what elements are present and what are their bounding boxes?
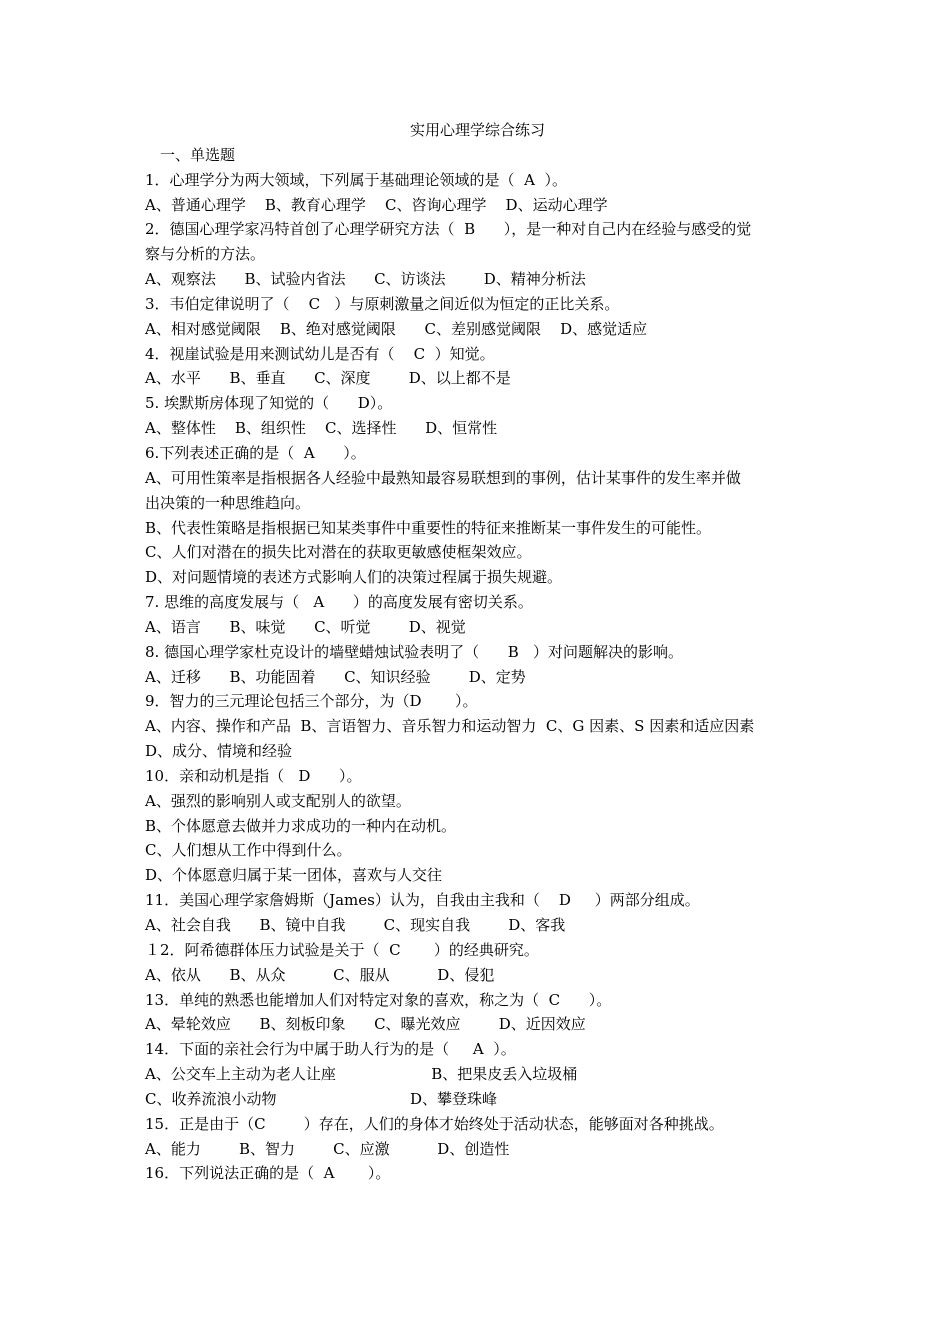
text-line: 16．下列说法正确的是（ A ）。 (145, 1164, 391, 1183)
text-line: 14．下面的亲社会行为中属于助人行为的是（ A ）。 (145, 1040, 516, 1059)
text-line: A、社会自我 B、镜中自我 C、现实自我 D、客我 (145, 916, 566, 934)
text-line: A、强烈的影响别人或支配别人的欲望。 (145, 791, 411, 810)
text-line: 7. 思维的高度发展与（ A ）的高度发展有密切关系。 (145, 593, 533, 612)
text-line: 10．亲和动机是指（ D ）。 (145, 766, 362, 785)
text-line: A、晕轮效应 B、刻板印象 C、曝光效应 D、近因效应 (145, 1015, 586, 1034)
text-line: A、语言 B、味觉 C、听觉 D、视觉 (145, 617, 466, 636)
text-line: C、人们想从工作中得到什么。 (145, 841, 352, 860)
text-line: D、成分、情境和经验 (145, 742, 293, 761)
document-body (145, 118, 810, 1186)
text-line: A、依从 B、从众 C、服从 D、侵犯 (145, 965, 495, 984)
text-line: C、人们对潜在的损失比对潜在的获取更敏感使框架效应。 (145, 543, 532, 562)
text-line: A、普通心理学 B、教育心理学 C、咨询心理学 D、运动心理学 (145, 195, 608, 214)
text-line: A、迁移 B、功能固着 C、知识经验 D、定势 (145, 667, 526, 686)
text-line: A、水平 B、垂直 C、深度 D、以上都不是 (145, 369, 511, 388)
text-line: 8. 德国心理学家杜克设计的墙壁蜡烛试验表明了（ B ）对问题解决的影响。 (145, 642, 684, 661)
text-line: C、收养流浪小动物 D、攀登珠峰 (145, 1089, 498, 1108)
text-line: 5. 埃默斯房体现了知觉的（ D）。 (145, 394, 393, 413)
text-line: 15．正是由于（C ）存在，人们的身体才始终处于活动状态，能够面对各种挑战。 (145, 1114, 724, 1133)
text-line: 6.下列表述正确的是（ A ）。 (145, 443, 366, 462)
text-line: 1．心理学分为两大领域，下列属于基础理论领域的是（ A ）。 (145, 170, 567, 189)
text-line: D、个体愿意归属于某一团体，喜欢与人交往 (145, 866, 443, 885)
text-line: 2．德国心理学家冯特首创了心理学研究方法（ B ），是一种对自己内在经验与感受的觉 (145, 220, 752, 239)
text-line: 4．视崖试验是用来测试幼儿是否有（ C ）知觉。 (145, 344, 495, 363)
text-line: A、整体性 B、组织性 C、选择性 D、恒常性 (145, 419, 498, 438)
text-line: 出决策的一种思维趋向。 (145, 493, 311, 512)
text-line: A、观察法 B、试验内省法 C、访谈法 D、精神分析法 (145, 270, 586, 289)
question-list (145, 168, 810, 1187)
text-line: １2．阿希德群体压力试验是关于（ C ）的经典研究。 (145, 940, 539, 959)
text-line: 13．单纯的熟悉也能增加人们对特定对象的喜欢，称之为（ C ）。 (145, 990, 612, 1009)
text-line: 11．美国心理学家詹姆斯（James）认为，自我由主我和（ D ）两部分组成。 (145, 891, 700, 910)
text-line: A、内容、操作和产品 B、言语智力、音乐智力和运动智力 C、G 因素、S 因素和适应因素 (145, 717, 755, 736)
text-line: B、代表性策略是指根据已知某类事件中重要性的特征来推断某一事件发生的可能性。 (145, 518, 712, 537)
text-line: 9．智力的三元理论包括三个部分，为（D ）。 (145, 692, 478, 711)
text-line: A、可用性策率是指根据各人经验中最熟知最容易联想到的事例，估计某事件的发生率并做 (145, 468, 741, 487)
document-title: 实用心理学综合练习 (409, 121, 545, 139)
text-line: D、对问题情境的表述方式影响人们的决策过程属于损失规避。 (145, 568, 563, 587)
text-line: B、个体愿意去做并力求成功的一种内在动机。 (145, 816, 457, 835)
text-line: A、公交车上主动为老人让座 B、把果皮丢入垃圾桶 (145, 1065, 578, 1084)
text-line: 3．韦伯定律说明了（ C ）与原刺激量之间近似为恒定的正比关系。 (145, 294, 620, 313)
text-line: A、能力 B、智力 C、应激 D、创造性 (145, 1139, 510, 1158)
text-line: 察与分析的方法。 (145, 245, 266, 264)
section-heading: 一、单选题 (160, 145, 236, 164)
text-line: A、相对感觉阈限 B、绝对感觉阈限 C、差别感觉阈限 D、感觉适应 (145, 319, 648, 338)
